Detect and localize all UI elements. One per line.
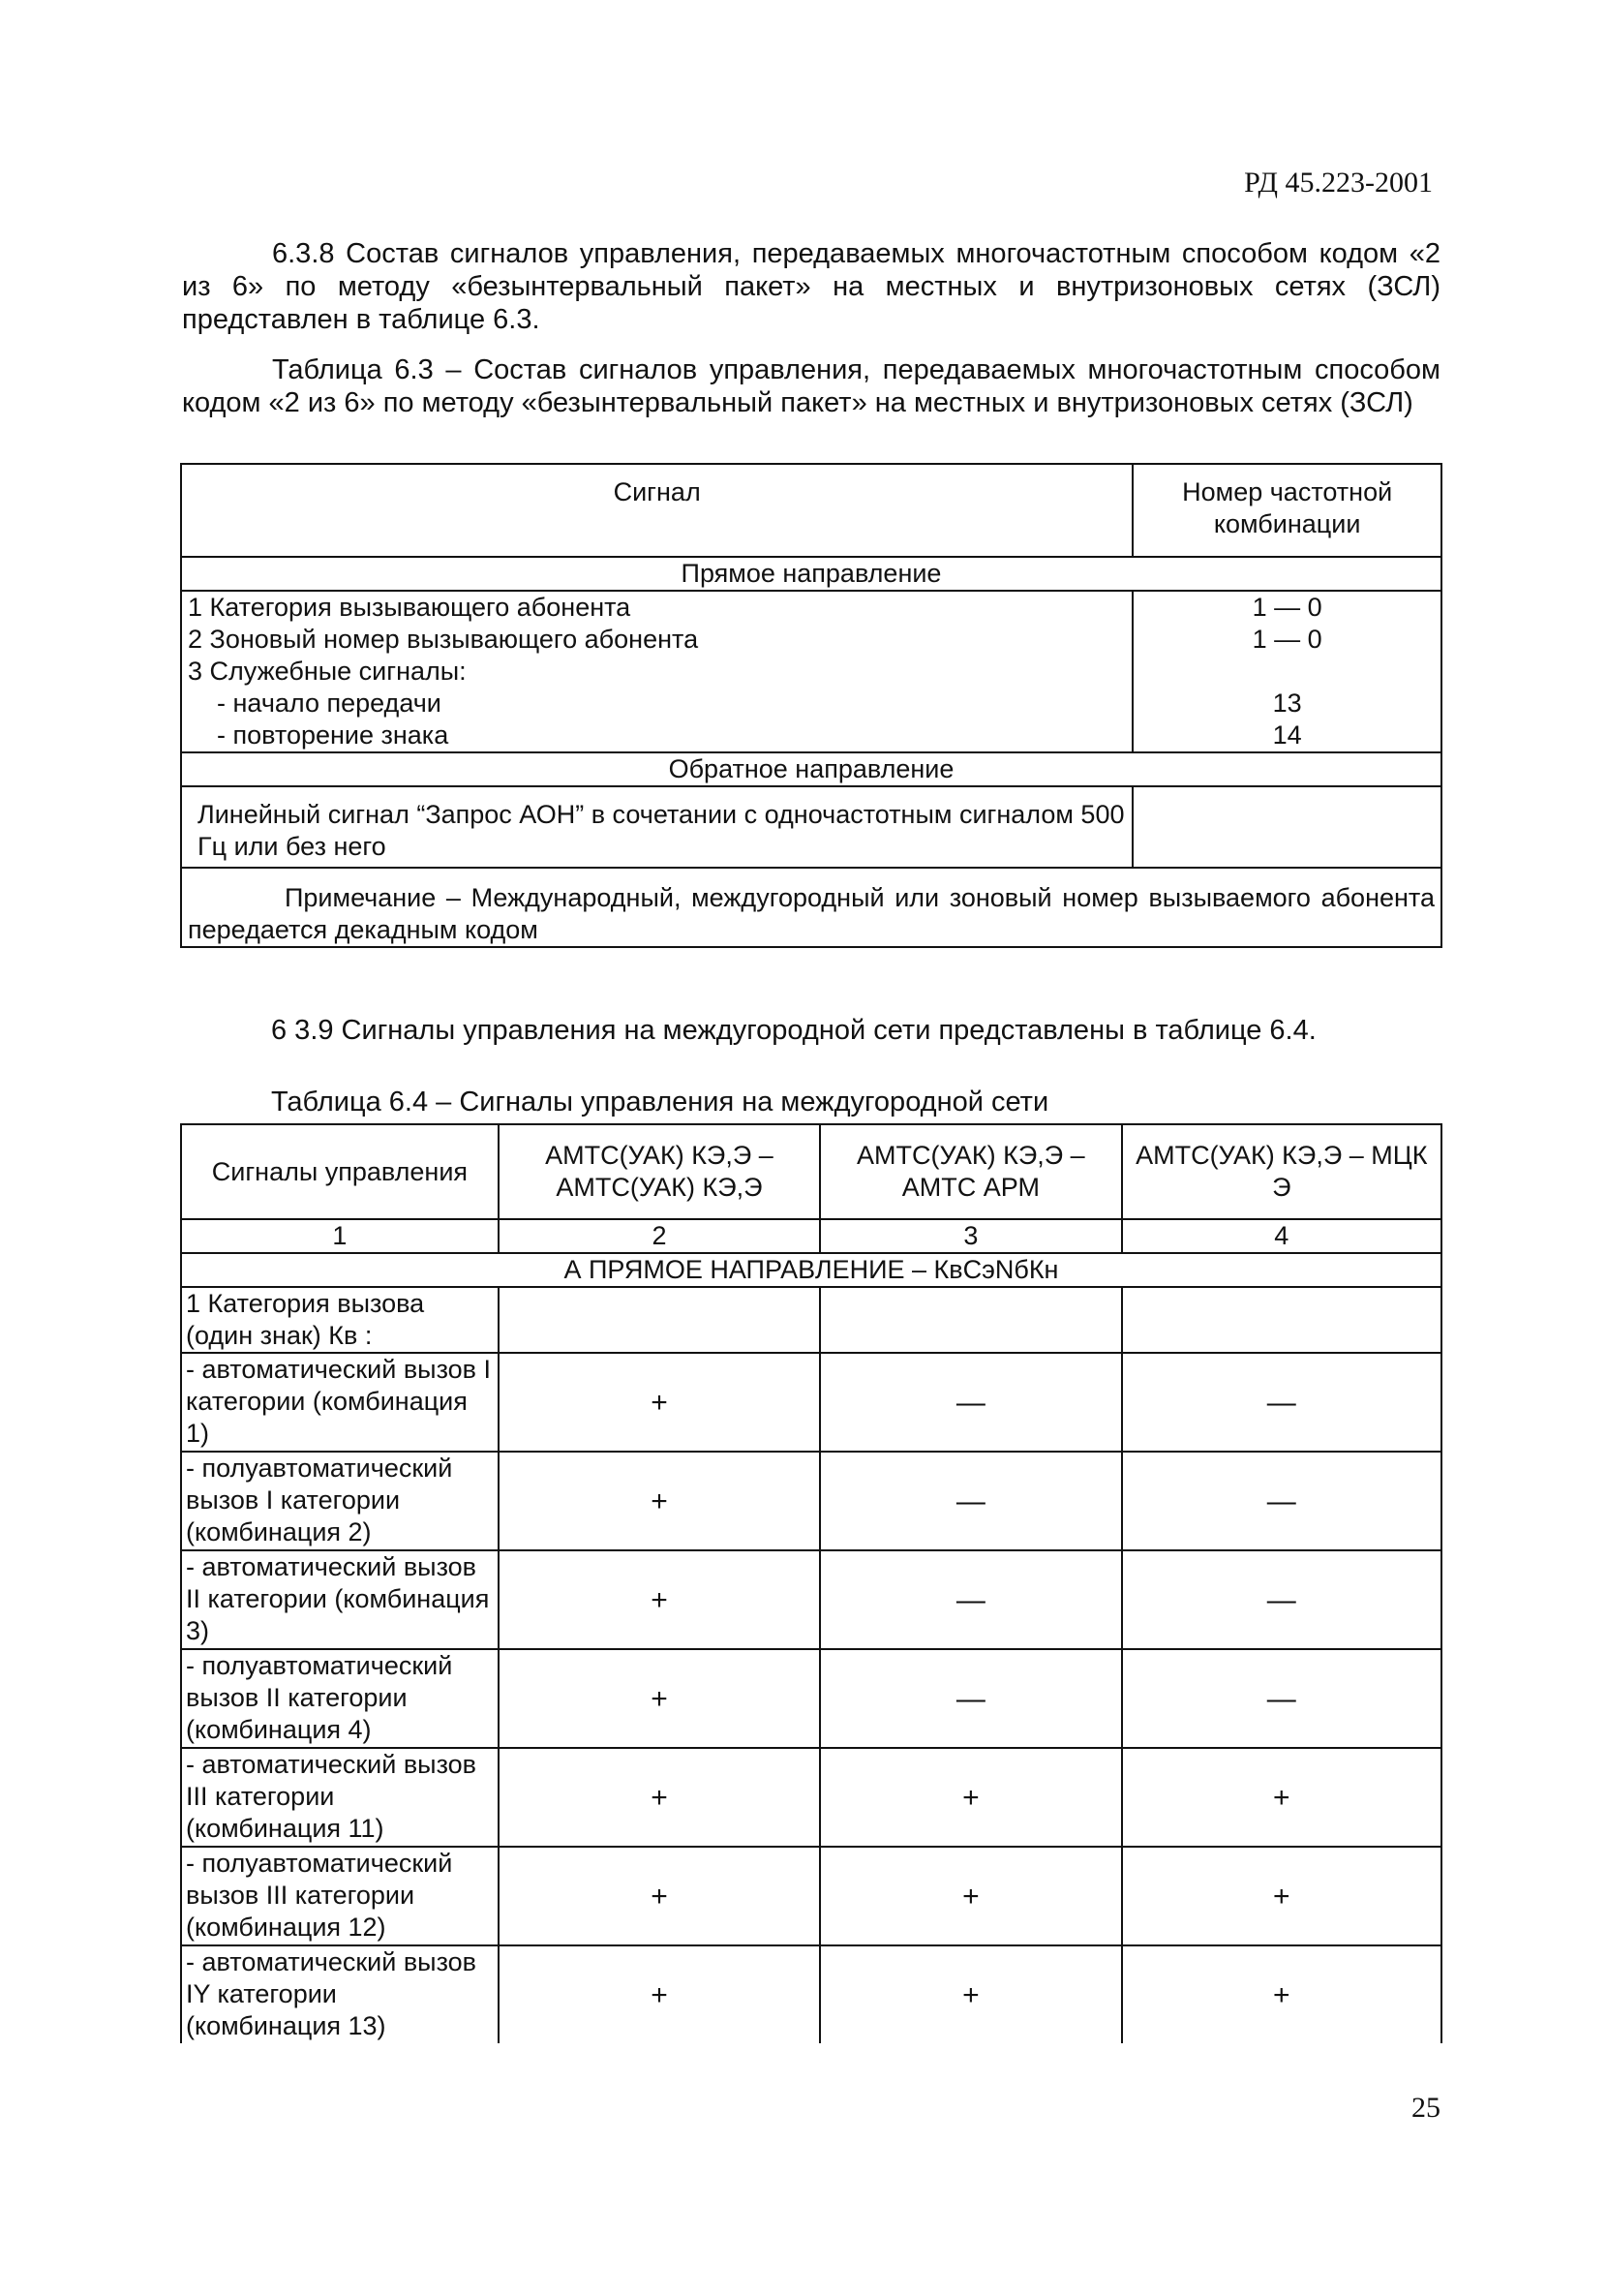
table-6-4: [180, 1123, 1442, 2043]
support-mark: +: [499, 1847, 820, 1945]
column-number: 3: [820, 1219, 1121, 1253]
backward-combination-empty: [1133, 786, 1441, 868]
empty-cell: [820, 1287, 1121, 1353]
table-row: [181, 1452, 1441, 1550]
row-label: - автоматический вызов I категории (комбинация 1): [181, 1353, 499, 1452]
forward-direction-title: А ПРЯМОЕ НАПРАВЛЕНИЕ – КвСэNбКн: [181, 1253, 1441, 1287]
support-mark: —: [820, 1353, 1121, 1452]
support-mark: —: [820, 1452, 1121, 1550]
support-mark: —: [1122, 1550, 1441, 1649]
table-6-3: [180, 463, 1442, 948]
support-mark: +: [499, 1353, 820, 1452]
header-amts-mck: АМТС(УАК) КЭ,Э – МЦК Э: [1122, 1124, 1441, 1219]
table-row: 2 Зоновый номер вызывающего абонента: [188, 625, 699, 654]
row-label: - автоматический вызов III категории (комбинация 11): [181, 1748, 499, 1847]
support-mark: —: [820, 1649, 1121, 1748]
header-combination-number: Номер частотной комбинации: [1133, 464, 1441, 557]
header-signal: Сигнал: [181, 464, 1133, 557]
table-row: 3 Служебные сигналы:: [188, 657, 467, 686]
row-label: - автоматический вызов IY категории (комбинация 13): [181, 1945, 499, 2043]
combination-value: 13: [1272, 689, 1302, 718]
table-row: [181, 1748, 1441, 1847]
row-label: - автоматический вызов II категории (комбинация 3): [181, 1550, 499, 1649]
table-row: [181, 1847, 1441, 1945]
backward-direction-title: Обратное направление: [181, 752, 1441, 786]
table-row: [181, 1550, 1441, 1649]
support-mark: —: [1122, 1452, 1441, 1550]
table-note: Примечание – Международный, междугородный или зоновый номер вызываемого абонента передается декадным кодом: [181, 868, 1441, 947]
table-row: - повторение знака: [217, 720, 449, 750]
support-mark: —: [820, 1550, 1121, 1649]
header-amts-arm: АМТС(УАК) КЭ,Э – АМТС АРМ: [820, 1124, 1121, 1219]
page-number: 25: [1411, 2092, 1440, 2124]
document-id: РД 45.223-2001: [1244, 167, 1433, 199]
table-row: [181, 1945, 1441, 2043]
support-mark: +: [1122, 1748, 1441, 1847]
table-6-3-caption: Таблица 6.3 – Состав сигналов управления, передаваемых многочастотным способом кодом «2 из 6» по методу «безынтервальный пакет» на местных и внутризоновых сетях (ЗСЛ): [182, 354, 1440, 418]
support-mark: +: [499, 1748, 820, 1847]
empty-cell: [1122, 1287, 1441, 1353]
support-mark: +: [499, 1945, 820, 2043]
forward-direction-title: Прямое направление: [181, 557, 1441, 591]
support-mark: +: [499, 1452, 820, 1550]
table-row: 1 Категория вызывающего абонента: [188, 593, 631, 622]
table-row: [181, 1649, 1441, 1748]
support-mark: —: [1122, 1649, 1441, 1748]
combination-value: 1 — 0: [1252, 625, 1322, 654]
support-mark: +: [1122, 1847, 1441, 1945]
forward-combination-list: [1133, 591, 1441, 752]
support-mark: +: [820, 1847, 1121, 1945]
header-control-signals: Сигналы управления: [181, 1124, 499, 1219]
forward-signal-list: [181, 591, 1133, 752]
call-category-group-label: 1 Категория вызова (один знак) Кв :: [181, 1287, 499, 1353]
support-mark: +: [499, 1550, 820, 1649]
support-mark: +: [820, 1748, 1121, 1847]
combination-value: [1139, 656, 1435, 688]
column-number: 4: [1122, 1219, 1441, 1253]
empty-cell: [499, 1287, 820, 1353]
backward-signal: Линейный сигнал “Запрос АОН” в сочетании с одночастотным сигналом 500 Гц или без него: [181, 786, 1133, 868]
section-6-3-9-text: 6 3.9 Сигналы управления на междугородной сети представлены в таблице 6.4.: [271, 1015, 1317, 1046]
section-6-3-8-text: 6.3.8 Состав сигналов управления, передаваемых многочастотным способом кодом «2 из 6» по методу «безынтервальный пакет» на местных и внутризоновых сетях (ЗСЛ) представлен в таблице 6.3.: [182, 238, 1440, 335]
support-mark: +: [1122, 1945, 1441, 2043]
support-mark: +: [820, 1945, 1121, 2043]
table-row: [181, 1353, 1441, 1452]
header-amts-amts: АМТС(УАК) КЭ,Э – АМТС(УАК) КЭ,Э: [499, 1124, 820, 1219]
column-number: 2: [499, 1219, 820, 1253]
column-number: 1: [181, 1219, 499, 1253]
table-6-4-caption: Таблица 6.4 – Сигналы управления на междугородной сети: [271, 1087, 1049, 1117]
support-mark: +: [499, 1649, 820, 1748]
combination-value: 14: [1272, 720, 1302, 750]
row-label: - полуавтоматический вызов I категории (комбинация 2): [181, 1452, 499, 1550]
row-label: - полуавтоматический вызов II категории (комбинация 4): [181, 1649, 499, 1748]
row-label: - полуавтоматический вызов III категории (комбинация 12): [181, 1847, 499, 1945]
support-mark: —: [1122, 1353, 1441, 1452]
table-row: - начало передачи: [217, 689, 441, 718]
combination-value: 1 — 0: [1252, 593, 1322, 622]
